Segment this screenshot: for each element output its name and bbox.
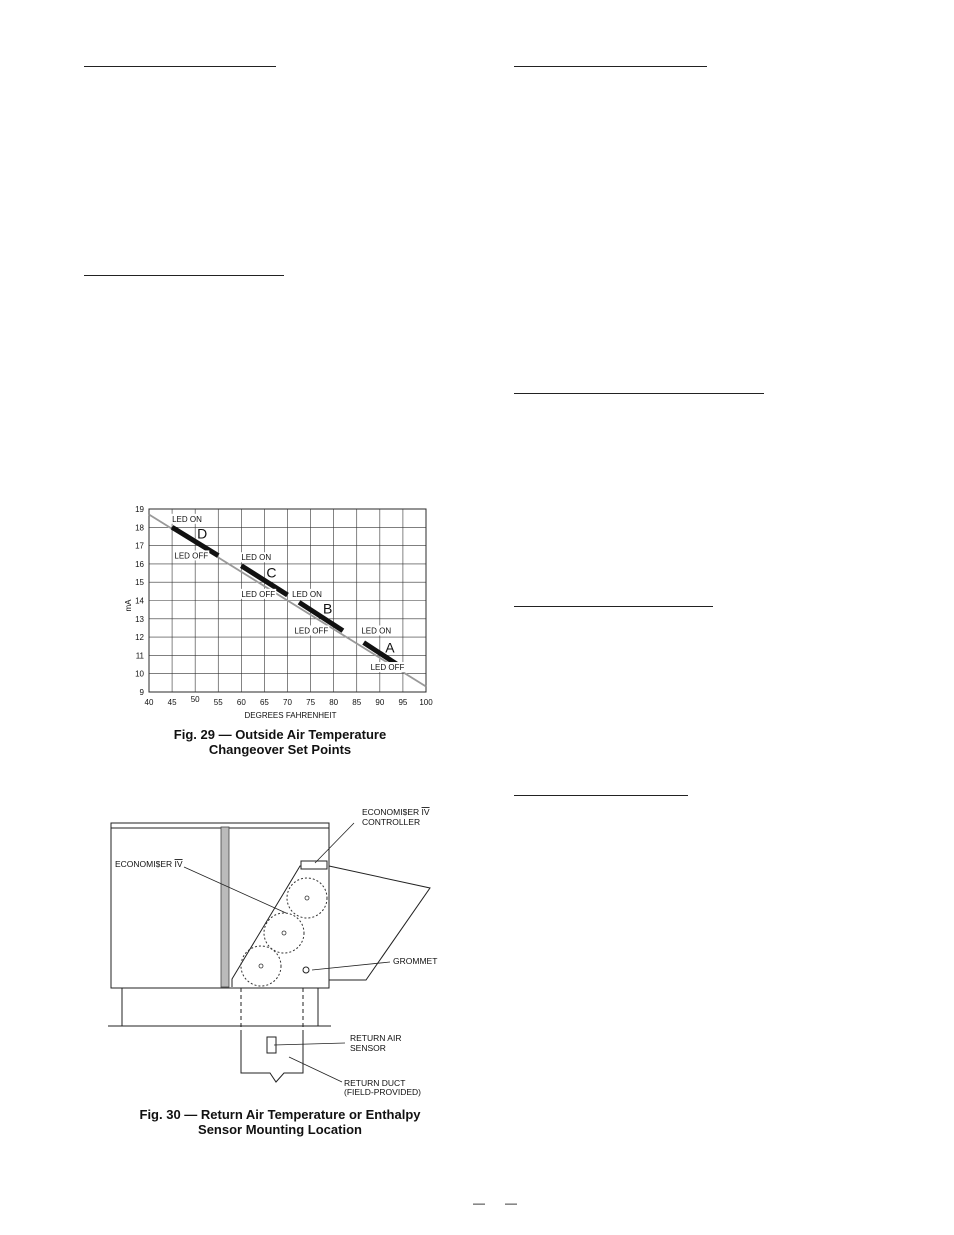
y-tick-label: 17 [135, 541, 144, 551]
x-tick-label: 80 [329, 698, 339, 707]
economizer-label: ECONOMI$ER IV [115, 859, 183, 869]
x-tick-label: 75 [306, 698, 316, 707]
x-tick-label: 40 [144, 698, 154, 707]
x-tick-label: 95 [398, 698, 408, 707]
led-annotation: LED OFF [174, 551, 209, 561]
damper-circle [264, 913, 304, 953]
return-air-sensor-label-line1: RETURN AIR [350, 1033, 402, 1043]
setpoint-label-a: A [385, 639, 395, 656]
fig30-caption-line2: Sensor Mounting Location [198, 1122, 362, 1137]
page-number-right: — [505, 1196, 517, 1210]
led-annotation: LED OFF [370, 663, 405, 673]
section-heading-rule [514, 795, 688, 796]
x-tick-label: 85 [352, 698, 362, 707]
controller-box [301, 861, 327, 869]
controller-label-line1: ECONOMI$ER IV [362, 807, 430, 817]
y-tick-label: 12 [135, 633, 144, 643]
y-tick-label: 18 [135, 523, 144, 533]
led-annotation: LED ON [361, 626, 392, 636]
setpoint-label-b: B [322, 600, 333, 617]
y-tick-label: 19 [135, 505, 144, 514]
y-tick-label: 14 [135, 596, 144, 606]
x-tick-label: 100 [419, 698, 433, 707]
x-tick-label: 70 [283, 698, 292, 707]
return-air-sensor-label-line2: SENSOR [350, 1043, 386, 1053]
x-tick-label: 50 [190, 695, 200, 704]
led-annotation: LED ON [292, 589, 322, 599]
fig29-caption-line1: Fig. 29 — Outside Air Temperature [173, 727, 387, 742]
y-tick-label: 10 [135, 669, 144, 679]
y-axis-label: mA [124, 599, 133, 612]
led-annotation: LED OFF [241, 589, 276, 599]
x-axis-label: DEGREES FAHRENHEIT [244, 711, 337, 720]
damper-circle [241, 946, 281, 986]
led-annotation: LED OFF [294, 626, 329, 636]
fig30-caption-line1: Fig. 30 — Return Air Temperature or Enthalpy [139, 1107, 421, 1122]
x-tick-label: 65 [259, 698, 269, 707]
y-tick-label: 16 [135, 559, 144, 569]
setpoint-label-d: D [197, 525, 208, 542]
y-tick-label: 9 [139, 688, 144, 697]
y-tick-label: 15 [135, 578, 144, 588]
unit-body [111, 823, 329, 988]
x-tick-label: 45 [167, 698, 177, 707]
setpoint-label-c: C [266, 564, 277, 581]
x-tick-label: 55 [213, 698, 223, 707]
sensor-mounting-diagram [100, 800, 460, 1100]
grommet-label: GROMMET [393, 956, 438, 966]
grommet [303, 967, 309, 973]
economizer-hood [232, 866, 327, 987]
x-tick-label: 60 [236, 698, 246, 707]
y-tick-label: 11 [135, 651, 144, 661]
x-tick-label: 90 [375, 698, 385, 707]
led-annotation: LED ON [172, 514, 202, 524]
fig29-caption [140, 727, 420, 757]
return-duct-label-line2: (FIELD-PROVIDED) [344, 1087, 421, 1097]
fig30-caption [110, 1107, 450, 1137]
y-tick-label: 13 [135, 614, 144, 624]
damper-circle [287, 878, 327, 918]
return-duct-label-line1: RETURN DUCT [344, 1078, 406, 1088]
controller-label-line2: CONTROLLER [362, 817, 421, 827]
fig29-caption-line2: Changeover Set Points [208, 742, 352, 757]
page-number-left: — [473, 1196, 485, 1210]
unit-divider-bar [221, 827, 229, 987]
led-annotation: LED ON [241, 553, 272, 563]
